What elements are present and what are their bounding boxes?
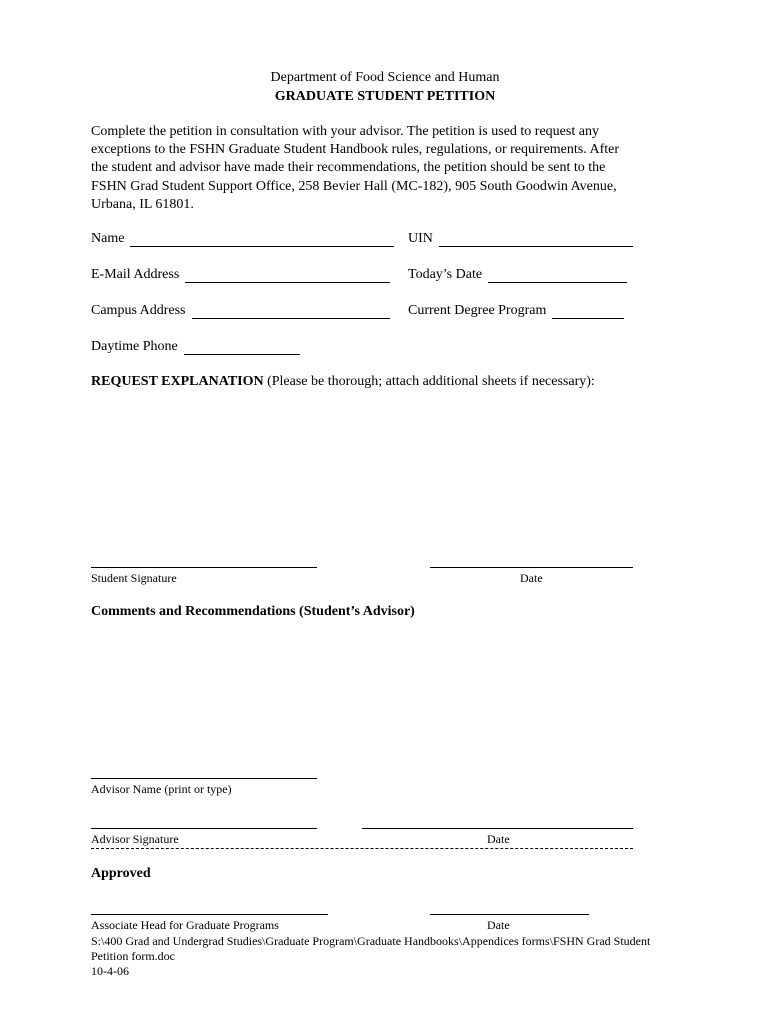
degree-program-blank[interactable] [552, 304, 624, 319]
degree-program-label: Current Degree Program [408, 303, 547, 318]
degree-program-field[interactable] [408, 303, 624, 319]
file-path-line: S:\400 Grad and Undergrad Studies\Graduate Program\Graduate Handbooks\Appendices forms\FSHN Grad Student [91, 934, 651, 948]
request-explanation-heading [91, 374, 595, 390]
campus-address-label: Campus Address [91, 303, 186, 318]
assoc-head-label: Associate Head for Graduate Programs [91, 918, 279, 932]
todays-date-field[interactable] [408, 267, 627, 283]
intro-paragraph [91, 123, 676, 214]
daytime-phone-blank[interactable] [184, 340, 300, 355]
student-signature-label: Student Signature [91, 571, 177, 585]
advisor-name-line[interactable] [91, 778, 317, 779]
campus-address-blank[interactable] [192, 304, 390, 319]
advisor-name-label: Advisor Name (print or type) [91, 782, 232, 796]
name-blank[interactable] [130, 232, 394, 247]
intro-line: exceptions to the FSHN Graduate Student Handbook rules, regulations, or requirements. After [91, 142, 619, 158]
intro-line: FSHN Grad Student Support Office, 258 Bevier Hall (MC-182), 905 South Goodwin Avenue, [91, 178, 617, 194]
name-label: Name [91, 231, 125, 246]
daytime-phone-label: Daytime Phone [91, 339, 178, 354]
advisor-signature-line[interactable] [91, 828, 317, 829]
intro-line: Complete the petition in consultation with your advisor. The petition is used to request any [91, 124, 599, 139]
advisor-signature-label: Advisor Signature [91, 832, 179, 846]
email-blank[interactable] [185, 268, 390, 283]
todays-date-label: Today’s Date [408, 267, 483, 282]
request-note: (Please be thorough; attach additional sheets if necessary): [263, 374, 595, 389]
advisor-date-label: Date [487, 832, 510, 846]
version-date: 10-4-06 [91, 964, 129, 978]
approved-heading: Approved [91, 866, 151, 881]
student-date-label: Date [520, 571, 543, 585]
approved-date-label: Date [487, 918, 510, 932]
department-name: Department of Food Science and Human [270, 70, 500, 85]
approved-date-line[interactable] [430, 914, 589, 915]
intro-line: the student and advisor have made their recommendations, the petition should be sent to the [91, 160, 606, 176]
student-date-line[interactable] [430, 567, 633, 568]
uin-label: UIN [408, 231, 433, 246]
uin-field[interactable] [408, 231, 633, 247]
advisor-date-line[interactable] [362, 828, 633, 829]
email-field[interactable] [91, 267, 390, 283]
form-title: GRADUATE STUDENT PETITION [274, 89, 496, 104]
request-heading: REQUEST EXPLANATION [91, 374, 264, 389]
assoc-head-signature-line[interactable] [91, 914, 328, 915]
uin-blank[interactable] [439, 232, 633, 247]
campus-address-field[interactable] [91, 303, 390, 319]
email-label: E-Mail Address [91, 267, 180, 282]
comments-area[interactable] [91, 626, 633, 766]
request-explanation-area[interactable] [91, 396, 633, 556]
intro-line: Urbana, IL 61801. [91, 196, 194, 212]
comments-heading: Comments and Recommendations (Student’s Advisor) [91, 604, 415, 619]
name-field[interactable] [91, 231, 394, 247]
student-signature-line[interactable] [91, 567, 317, 568]
todays-date-blank[interactable] [488, 268, 627, 283]
section-divider [91, 848, 633, 849]
file-name-line: Petition form.doc [91, 949, 175, 963]
daytime-phone-field[interactable] [91, 339, 300, 355]
